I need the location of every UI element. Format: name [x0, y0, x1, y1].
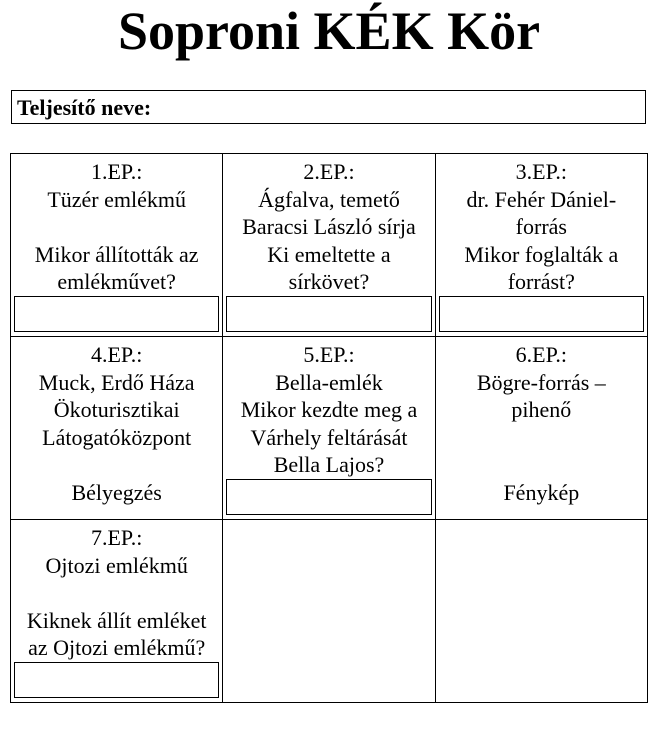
checkpoint-line: Bella-emlék	[275, 369, 383, 395]
checkpoint-line: Ojtozi emlékmű	[45, 552, 188, 578]
checkpoint-line	[11, 213, 222, 241]
checkpoint-line: pihenő	[511, 397, 572, 422]
checkpoint-line: Mikor foglalták a	[464, 241, 619, 267]
checkpoint-line: Ki emeltette a	[267, 241, 391, 267]
checkpoint-line: Baracsi László sírja	[242, 214, 416, 239]
answer-input-3[interactable]	[439, 296, 644, 332]
checkpoint-line: Látogatóközpont	[42, 424, 192, 450]
checkpoint-task: Fénykép	[503, 479, 580, 505]
checkpoint-line: Muck, Erdő Háza	[38, 369, 195, 395]
checkpoint-cell-3	[435, 154, 647, 337]
checkpoint-line: Ágfalva, temető	[258, 186, 400, 212]
page-title: Soproni KÉK Kör	[117, 1, 541, 61]
checkpoint-line: forrást?	[507, 269, 575, 294]
answer-input-2[interactable]	[226, 296, 431, 332]
checkpoint-line: Ökoturisztikai	[53, 397, 180, 422]
answer-input-7[interactable]	[14, 662, 219, 698]
checkpoint-line: Várhely feltárását	[250, 424, 408, 450]
checkpoint-line: sírkövet?	[288, 269, 370, 294]
checkpoint-line	[436, 424, 647, 452]
checkpoint-code: 4.EP.:	[90, 342, 143, 367]
empty-cell	[435, 520, 647, 703]
checkpoint-line: az Ojtozi emlékmű?	[28, 635, 206, 660]
checkpoint-code: 7.EP.:	[90, 525, 143, 550]
answer-input-1[interactable]	[14, 296, 219, 332]
checkpoint-line: Kiknek állít emléket	[26, 607, 207, 633]
checkpoint-line	[11, 579, 222, 607]
checkpoint-cell-6	[435, 337, 647, 520]
checkpoint-code: 3.EP.:	[515, 159, 567, 184]
checkpoint-cell-7	[11, 520, 223, 703]
checkpoint-line: Mikor kezdte meg a	[240, 397, 418, 422]
checkpoint-code: 1.EP.:	[90, 159, 143, 184]
checkpoint-cell-2	[223, 154, 435, 337]
participant-name-field[interactable]	[11, 90, 646, 124]
checkpoint-task: Bélyegzés	[71, 479, 162, 505]
checkpoint-line: Mikor állították az	[34, 241, 199, 267]
checkpoint-cell-1	[11, 154, 223, 337]
checkpoint-line: dr. Fehér Dániel-	[466, 186, 617, 212]
checkpoint-line: Bögre-forrás –	[476, 369, 606, 395]
checkpoint-line: Bella Lajos?	[273, 452, 385, 477]
checkpoint-grid	[10, 153, 648, 703]
checkpoint-cell-5	[223, 337, 435, 520]
checkpoint-line: Tüzér emlékmű	[47, 186, 186, 212]
checkpoint-line	[436, 451, 647, 479]
checkpoint-cell-4	[11, 337, 223, 520]
checkpoint-line: emlékművet?	[57, 269, 176, 294]
empty-cell	[223, 520, 435, 703]
checkpoint-line: forrás	[515, 214, 567, 239]
checkpoint-line	[11, 451, 222, 479]
answer-input-5[interactable]	[226, 479, 431, 515]
checkpoint-code: 2.EP.:	[303, 159, 355, 184]
checkpoint-code: 6.EP.:	[515, 342, 567, 367]
participant-name-label: Teljesítő neve:	[17, 95, 152, 120]
checkpoint-code: 5.EP.:	[303, 342, 355, 367]
